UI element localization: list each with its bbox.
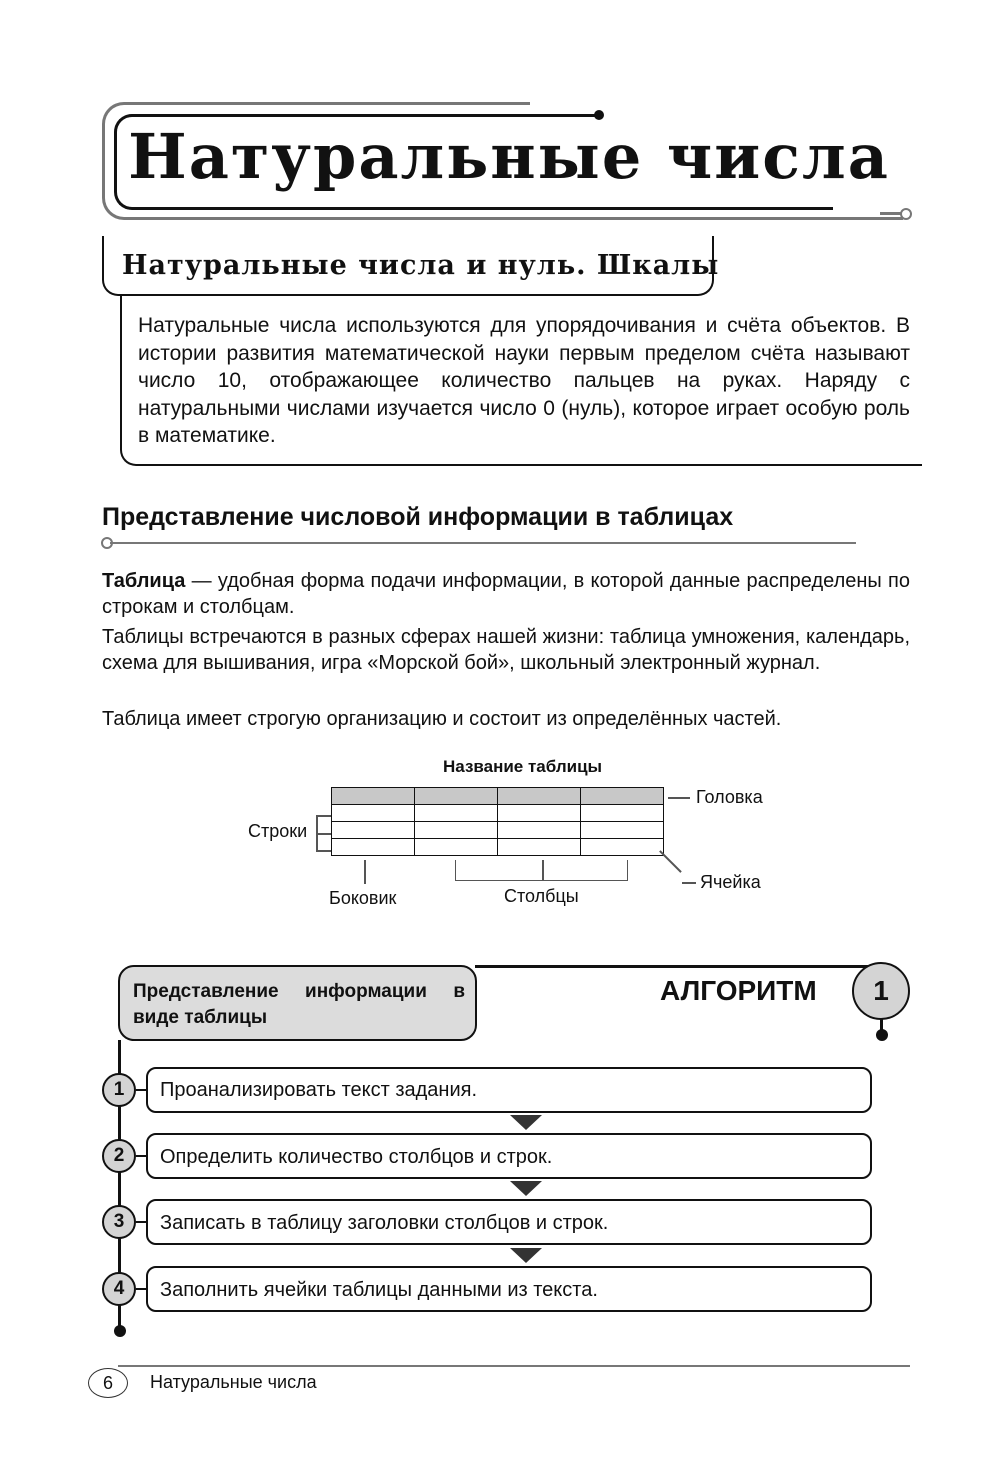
section1-heading: Натуральные числа и нуль. Шкалы [122,250,720,281]
section2-rule [110,542,856,544]
diagram-caption: Название таблицы [443,757,603,776]
black-dot-icon [876,1029,888,1041]
definition-paragraph [102,568,910,620]
section2-heading: Представление числовой информации в таблицах [102,503,734,531]
diagram-table [331,787,664,856]
section1-text: Натуральные числа используются для упорядочивания и счёта объектов. В истории развития математической науки первым пределом счёта называют число 10, отображающее количество пальцев на руках. Наряду с натуральными числами изучается число 0 (нуль), которое играет особую роль в математике. [138,314,910,447]
paragraph: Таблицы встречаются в разных сферах нашей жизни: таблица умножения, календарь, схема для вышивания, игра «Морской бой», школьный электронный журнал. [102,626,910,674]
page-number: 6 [88,1368,128,1398]
page-title: Натуральные числа [128,120,890,193]
leader-line [668,797,690,799]
definition-text: — удобная форма подачи информации, в которой данные распределены по строкам и столбцам. [102,570,910,618]
label-head: Головка [696,787,763,807]
step-number-badge: 3 [102,1205,136,1239]
label-cell: Ячейка [700,872,761,892]
down-arrow-icon [510,1248,542,1263]
step-text: Записать в таблицу заголовки столбцов и строк. [160,1212,609,1234]
frame-mask [600,110,840,120]
step-text: Определить количество столбцов и строк. [160,1146,553,1168]
algorithm-title: Представление информации в виде таблицы [133,981,465,1028]
step-text: Проанализировать текст задания. [160,1079,478,1101]
columns-bracket [542,860,544,880]
rows-bracket [316,850,331,852]
algorithm-frame-top [475,965,870,968]
down-arrow-icon [510,1181,542,1196]
footer-title: Натуральные числа [150,1372,317,1392]
step-connector [136,1155,148,1157]
leader-line [682,882,696,884]
leader-line [659,850,681,872]
algorithm-label: АЛГОРИТМ [660,975,817,1006]
black-dot-icon [594,110,604,120]
label-rows: Строки [248,821,308,841]
algorithm-number-badge: 1 [852,962,910,1020]
step-number-badge: 1 [102,1073,136,1107]
open-dot-icon [900,208,912,220]
frame-mask [530,98,930,108]
rows-bracket [316,815,331,817]
down-arrow-icon [510,1115,542,1130]
frame-outer-bottom-extension [880,212,902,215]
step-text: Заполнить ячейки таблицы данными из текста. [160,1279,598,1301]
leader-line [364,860,366,884]
step-connector [136,1089,148,1091]
paragraph: Таблица имеет строгую организацию и состоит из определённых частей. [102,708,782,730]
step-connector [136,1288,148,1290]
rows-bracket [316,833,331,835]
black-dot-icon [114,1325,126,1337]
step-number-badge: 2 [102,1139,136,1173]
step-connector [136,1221,148,1223]
label-side: Боковик [329,888,397,908]
definition-term: Таблица [102,570,186,592]
label-columns: Столбцы [504,886,579,906]
footer-rule [118,1365,910,1367]
step-number-badge: 4 [102,1272,136,1306]
